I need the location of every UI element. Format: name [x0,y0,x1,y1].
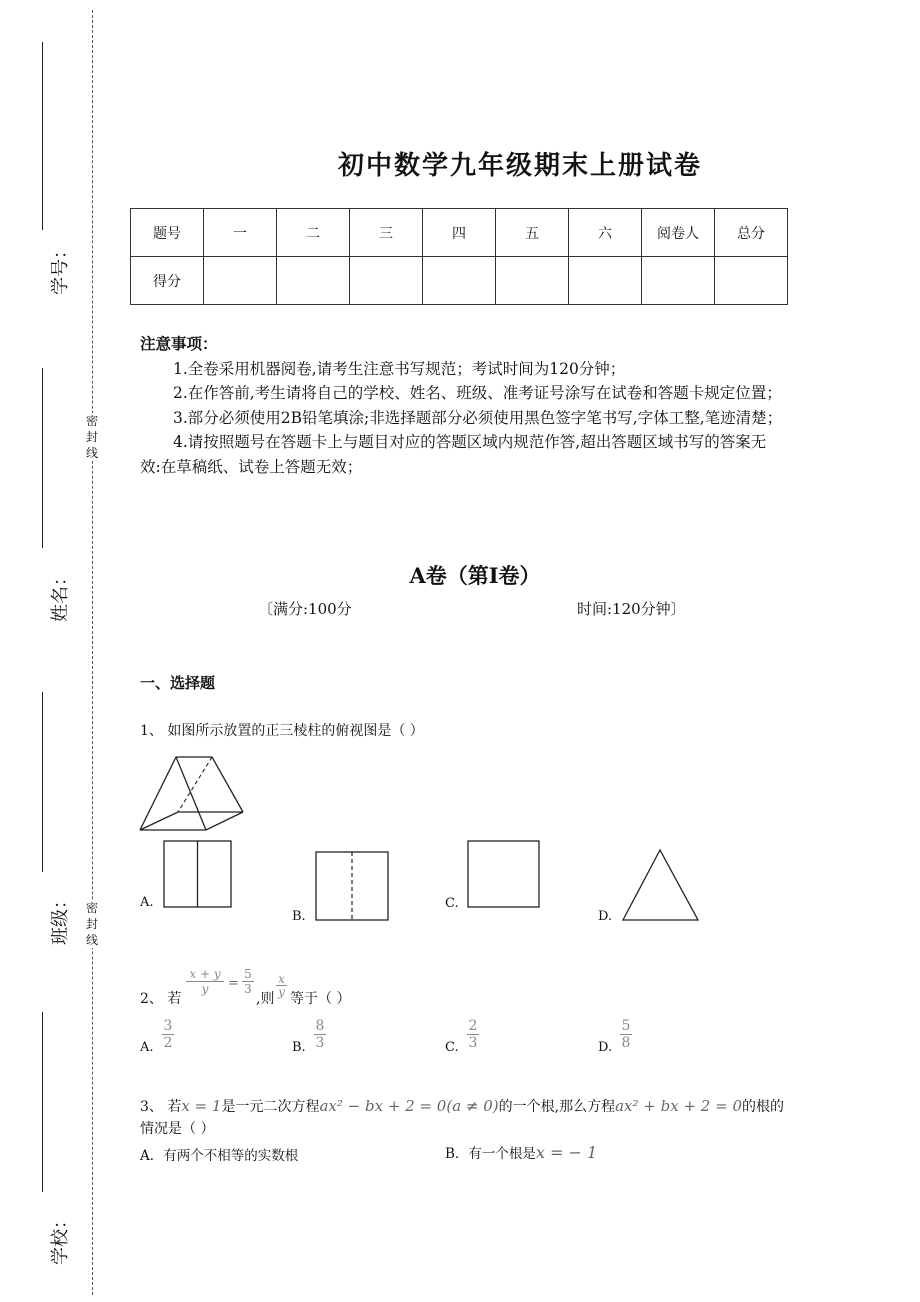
notes-block [140,332,785,479]
q3-option-b [445,1142,597,1162]
denominator: 3 [315,1035,325,1051]
score-cell [204,257,277,305]
q3-part-4: 的根的 [742,1099,784,1115]
score-table [130,208,788,305]
denominator: 3 [468,1035,478,1051]
question-3-line-1 [140,1096,784,1116]
score-cell [715,257,788,305]
score-cell [423,257,496,305]
name-line [42,368,43,548]
class-line [42,692,43,872]
score-table-score-row [131,257,788,305]
score-cell [350,257,423,305]
q2-option-b-value [314,1018,326,1051]
q2-option-b-label: B. [292,1040,306,1055]
seal-dashed-line [92,10,93,1295]
q1-option-a-figure [163,840,233,910]
class-label: 班级： [50,891,71,945]
denominator: 8 [621,1035,631,1051]
q1-option-b-label: B. [292,909,306,924]
q2-frac3-denominator: y [278,985,285,999]
q3-part-1: 3、 若 [140,1099,182,1115]
q2-frac1-numerator: x + y [189,967,221,981]
student-id-line [42,42,43,230]
score-row-label: 得分 [131,257,204,305]
q1-option-d-label: D. [598,909,613,924]
school-line [42,1012,43,1192]
volume-title: A卷（第I卷） [409,563,541,588]
q2-frac2-denominator: 3 [244,982,252,996]
question-2-prefix: 2、 若 [140,991,182,1007]
q1-option-c-label: C. [445,896,459,911]
prism-figure [138,752,248,834]
q2-option-a-label: A. [140,1040,154,1055]
q2-fraction-1 [186,967,224,996]
score-cell [496,257,569,305]
q2-option-c-label: C. [445,1040,459,1055]
school-label: 学校： [50,1211,71,1265]
note-item: 4.请按照题号在答题卡上与题目对应的答题区域内规范作答,超出答题区域书写的答案无效:在草稿纸、试卷上答题无效； [140,433,767,476]
score-header-cell: 阅卷人 [642,209,715,257]
q3-part-2: 是一元二次方程 [221,1099,320,1115]
q2-frac2-numerator: 5 [244,967,252,981]
q3-option-b-text: B．有一个根是 [445,1146,536,1162]
q3-part-3: 的一个根,那么方程 [498,1099,616,1115]
q3-math-equation-1: ax² − bx + 2 = 0(a ≠ 0) [319,1097,499,1115]
seal-text-top: 密 封 线 [85,414,98,460]
notes-heading: 注意事项： [140,334,218,353]
q2-frac3-numerator: x [278,972,285,986]
exam-time: 时间:120分钟〕 [577,600,686,618]
q2-fraction-3 [276,973,287,998]
score-header-cell: 一 [204,209,277,257]
score-cell [569,257,642,305]
score-header-cell: 三 [350,209,423,257]
q3-option-a: A．有两个不相等的实数根 [140,1148,299,1164]
seal-text-bottom: 密 封 线 [85,901,98,947]
note-item: 3.部分必须使用2B铅笔填涂;非选择题部分必须使用黑色签字笔书写,字体工整,笔迹清楚； [173,408,783,427]
q3-option-b-math: x = − 1 [535,1143,598,1162]
numerator: 3 [163,1018,173,1034]
q2-option-a-value [162,1018,174,1051]
question-1-text: 1、 如图所示放置的正三棱柱的俯视图是（ ） [140,723,424,739]
q1-option-c-figure [467,840,541,910]
q2-option-d-value [620,1018,632,1051]
denominator: 2 [163,1035,173,1051]
q2-option-c-value [467,1018,479,1051]
q3-math-equation-2: ax² + bx + 2 = 0 [615,1097,742,1115]
q1-option-b-figure [315,851,390,923]
score-cell [277,257,350,305]
numerator: 2 [468,1018,478,1034]
full-score: 〔满分:100分 [258,600,352,618]
q1-option-d-figure [621,848,701,923]
numerator: 8 [315,1018,325,1034]
note-item: 2.在作答前,考生请将自己的学校、姓名、班级、准考证号涂写在试卷和答题卡规定位置； [173,384,782,402]
q3-math-root: x = 1 [181,1097,222,1115]
note-item: 1.全卷采用机器阅卷,请考生注意书写规范；考试时间为120分钟； [173,359,626,378]
student-id-label: 学号： [50,241,71,295]
q2-suffix: 等于（ ） [290,991,351,1007]
q2-mid-text: ,则 [256,991,275,1007]
name-label: 姓名： [50,568,71,622]
score-header-cell: 题号 [131,209,204,257]
question-3-line-2: 情况是（ ） [140,1121,215,1137]
q2-frac1-denominator: y [201,982,209,996]
score-header-cell: 二 [277,209,350,257]
q1-option-a-label: A. [140,895,154,910]
score-cell [642,257,715,305]
section-heading: 一、选择题 [140,674,216,692]
q2-equals: = [228,976,239,991]
score-header-cell: 总分 [715,209,788,257]
q2-option-d-label: D. [598,1040,613,1055]
page-title: 初中数学九年级期末上册试卷 [337,151,702,181]
score-header-cell: 五 [496,209,569,257]
q2-fraction-2 [242,967,254,996]
numerator: 5 [621,1018,631,1034]
score-table-header-row [131,209,788,257]
score-header-cell: 四 [423,209,496,257]
score-header-cell: 六 [569,209,642,257]
